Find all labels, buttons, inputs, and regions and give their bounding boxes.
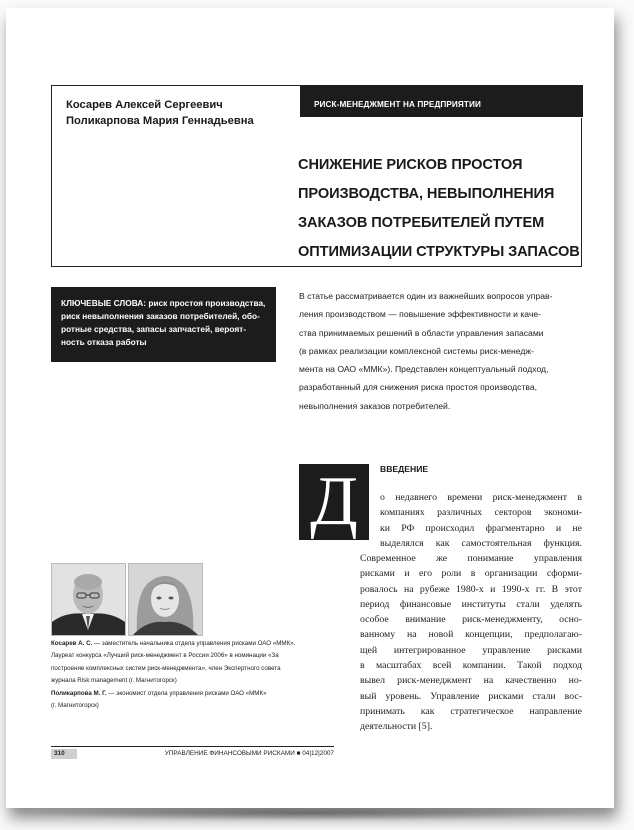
page-number: 310 bbox=[51, 749, 77, 759]
title-line: ЗАКАЗОВ ПОТРЕБИТЕЛЕЙ ПУТЕМ bbox=[298, 215, 545, 231]
body-line: принимать как стратегическое направление bbox=[360, 705, 582, 717]
body-line: ванному на новой концепции, предполагаю- bbox=[360, 629, 582, 641]
abstract-line: разработанный для снижения риска простоя производства, bbox=[299, 382, 538, 393]
bio-name: Поликарпова М. Г. bbox=[51, 689, 107, 697]
title-line: СНИЖЕНИЕ РИСКОВ ПРОСТОЯ bbox=[298, 157, 523, 173]
bio-polikarpova bbox=[51, 688, 334, 700]
body-line: деятельности [5]. bbox=[360, 721, 433, 733]
keywords-line: КЛЮЧЕВЫЕ СЛОВА: риск простоя производства, bbox=[61, 298, 266, 308]
intro-heading: ВВЕДЕНИЕ bbox=[380, 464, 429, 474]
body-line: период финансовые институты стали уделять bbox=[360, 598, 582, 610]
man-portrait-icon bbox=[52, 564, 125, 635]
body-line: ровалось на рубеже 1980-х и 1990-х гг. В этот bbox=[360, 583, 582, 595]
bio-text: — заместитель начальника отдела управления рисками ОАО «ММК». bbox=[92, 640, 296, 647]
author-photo-polikarpova bbox=[128, 563, 203, 636]
header-frame-right-edge bbox=[581, 118, 582, 267]
title-line: ПРОИЗВОДСТВА, НЕВЫПОЛНЕНИЯ bbox=[298, 186, 555, 202]
body-line: Современное же понимание управления bbox=[360, 553, 582, 564]
keywords-line: риск невыполнения заказов потребителей, обо- bbox=[61, 311, 260, 321]
abstract-line: мента на ОАО «ММК»). Представлен концептуальный подход, bbox=[299, 364, 549, 375]
bio-name: Косарев А. С. bbox=[51, 640, 93, 647]
intro-text-rest bbox=[360, 551, 582, 735]
article-title bbox=[298, 151, 580, 267]
bio-text-line: журнала Risk management (г. Магнитогорск) bbox=[51, 677, 177, 685]
bio-text: — экономист отдела управления рисками ОАО «ММК» bbox=[106, 689, 267, 697]
author-photo-kosarev bbox=[51, 563, 126, 636]
square-bullet-icon: ■ bbox=[296, 750, 301, 757]
woman-portrait-icon bbox=[129, 564, 202, 635]
body-line: вый уровень. Управление рисками стали вос- bbox=[360, 690, 582, 702]
footer-divider bbox=[51, 746, 334, 747]
body-line: выделялся как самостоятельная функция. bbox=[380, 537, 582, 549]
body-line: компаниях различных секторов экономи- bbox=[380, 507, 582, 519]
body-line: вывел риск-менеджмент на качественно но- bbox=[360, 675, 582, 687]
abstract-line: В статье рассматривается один из важнейших вопросов управ- bbox=[299, 291, 553, 301]
authors-block bbox=[66, 97, 254, 129]
body-line: о недавнего времени риск-менеджмент в bbox=[380, 492, 582, 503]
journal-name: УПРАВЛЕНИЕ ФИНАНСОВЫМИ РИСКАМИ bbox=[164, 750, 295, 757]
abstract-line: (в рамках реализации комплексной системы риск-менедж- bbox=[299, 345, 534, 356]
journal-info bbox=[165, 749, 334, 759]
body-line: рисками и его роли в организации сформи- bbox=[360, 568, 582, 580]
bio-text-line: (г. Магнитогорск) bbox=[51, 702, 99, 710]
journal-issue: 04|12|2007 bbox=[302, 750, 334, 757]
bio-text-line: Лауреат конкурса «Лучший риск-менеджмент в России 2006» в номинации «За bbox=[51, 652, 279, 660]
keywords-box bbox=[51, 287, 276, 362]
keywords-line: ротные средства, запасы запчастей, вероят- bbox=[61, 324, 246, 334]
author-name: Косарев Алексей Сергеевич bbox=[66, 99, 223, 111]
page-footer bbox=[51, 749, 334, 761]
body-line: особое внимание риск-менеджменту, осно- bbox=[360, 614, 582, 626]
abstract bbox=[299, 287, 581, 415]
author-name: Поликарпова Мария Геннадьевна bbox=[66, 115, 254, 127]
abstract-line: невыполнения заказов потребителей. bbox=[299, 400, 451, 411]
body-line: в масштабах всей компании. Такой подход bbox=[360, 660, 582, 672]
section-label: РИСК-МЕНЕДЖМЕНТ НА ПРЕДПРИЯТИИ bbox=[300, 85, 583, 117]
author-bios bbox=[51, 638, 334, 712]
abstract-line: ства принимаемых решений в области управления запасами bbox=[299, 327, 544, 338]
keywords-line: ность отказа работы bbox=[61, 337, 147, 347]
bio-text-line: построение комплексных систем риск-менеджмента», член Экспертного совета bbox=[51, 664, 281, 672]
intro-text-top bbox=[380, 490, 582, 551]
body-line: щей интегрированное управление рисками bbox=[360, 644, 582, 656]
title-line: ОПТИМИЗАЦИИ СТРУКТУРЫ ЗАПАСОВ bbox=[298, 244, 580, 260]
abstract-line: ления производством — повышение эффективности и каче- bbox=[299, 309, 541, 320]
drop-cap: Д bbox=[299, 464, 369, 540]
body-line: ки РФ происходил фрагментарно и не bbox=[380, 522, 582, 534]
bio-kosarev bbox=[51, 638, 334, 650]
